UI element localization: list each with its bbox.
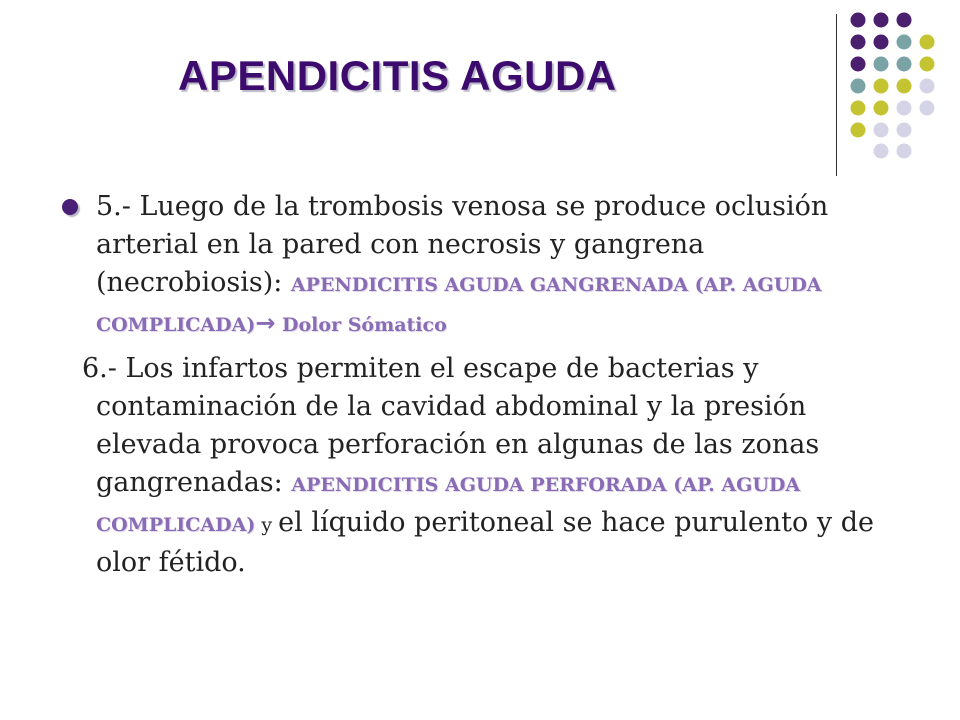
decorative-dot [897,144,912,159]
decorative-dot [851,123,866,138]
decorative-dot [851,13,866,28]
decorative-dot [920,57,935,72]
decorative-dot [874,13,889,28]
slide-title: APENDICITIS AGUDA [178,52,617,99]
decorative-dot [920,101,935,116]
point-6-text: 6.- Los infartos permiten el escape de bacterias y contaminación de la cavidad abdominal y la presión elevada provoca perforación en algunas de las zonas gangrenadas: [82,353,820,498]
bullet-list [58,188,878,582]
decorative-dot [874,35,889,50]
decorative-dot [874,101,889,116]
list-item [58,350,878,582]
decorative-dot [851,35,866,50]
point-6-connector: y [255,514,279,536]
decorative-dot [851,79,866,94]
decorative-vertical-line [836,14,837,176]
bullet-icon [62,199,78,215]
decorative-dot [897,35,912,50]
point-5-text: 5.- Luego de la trombosis venosa se produce oclusión arterial en la pared con necrosis y gangrena (necrobiosis): [96,191,829,298]
decorative-dot [920,79,935,94]
point-6-tail: el líquido peritoneal se hace purulento y de olor fétido. [96,507,874,578]
decorative-dot [897,79,912,94]
decorative-dot [920,35,935,50]
point-5-emphasis: APENDICITIS AGUDA GANGRENADA (AP. AGUDA COMPLICADA) [96,274,822,336]
decorative-dot [874,57,889,72]
decorative-dot [874,144,889,159]
decorative-dot [897,123,912,138]
decorative-dot [874,123,889,138]
decorative-dot [897,101,912,116]
decorative-dot [897,13,912,28]
point-5-emphasis-2: Dolor Sómatico [275,314,447,336]
decorative-dot [851,57,866,72]
arrow-right-icon: → [255,309,276,337]
decorative-dot [874,79,889,94]
list-item [58,188,878,344]
decorative-dot [851,101,866,116]
point-6-emphasis: APENDICITIS AGUDA PERFORADA (AP. AGUDA COMPLICADA) [96,474,801,536]
decorative-dot [897,57,912,72]
